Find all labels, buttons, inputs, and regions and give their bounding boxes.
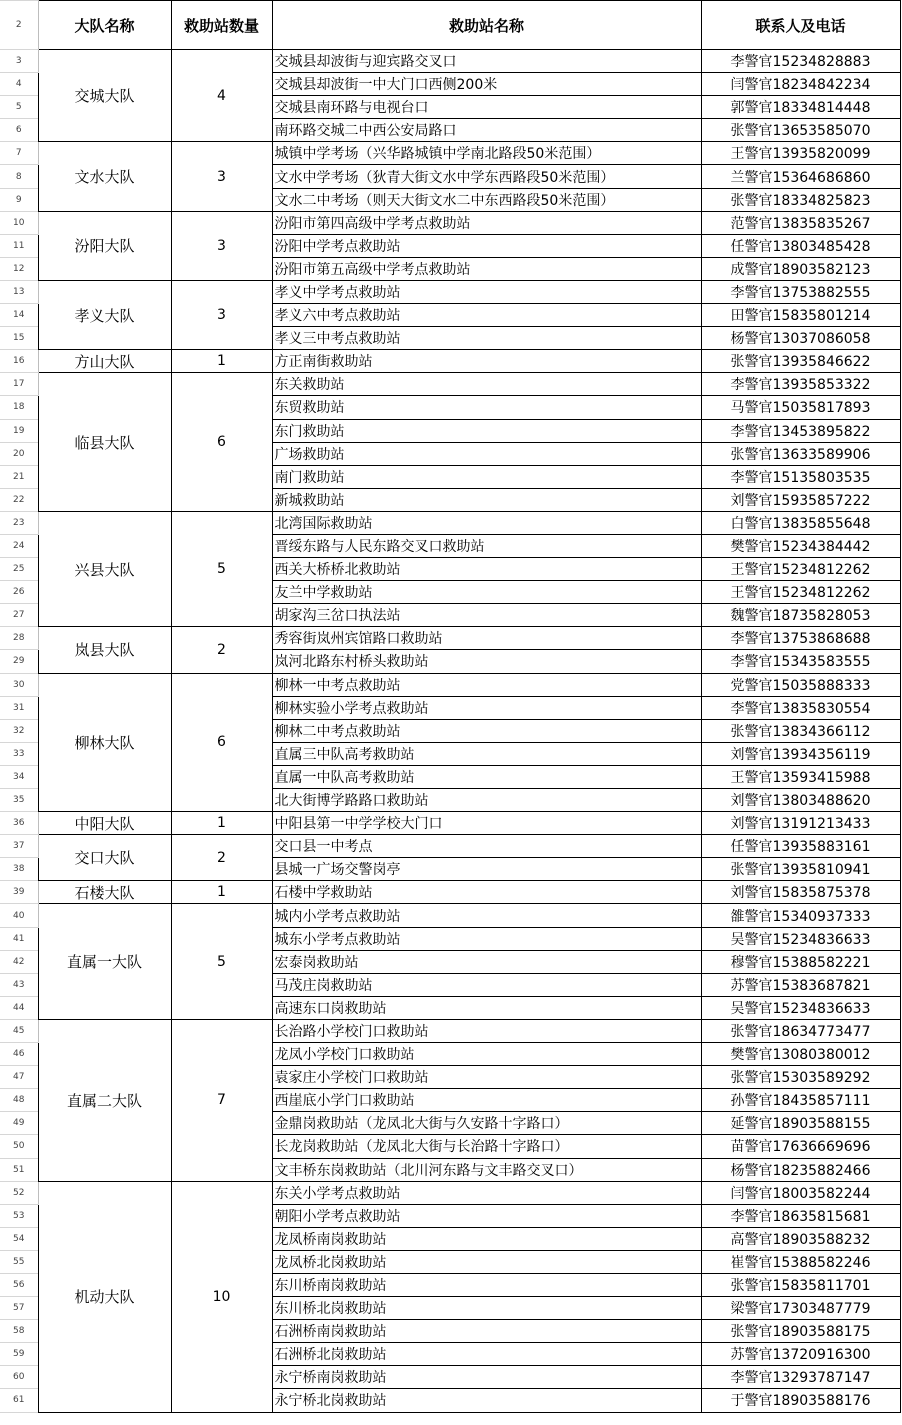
brigade-name-cell: 石楼大队 — [38, 881, 171, 904]
station-name-cell: 东川桥北岗救助站 — [272, 1297, 701, 1320]
brigade-name-cell: 直属二大队 — [38, 1019, 171, 1181]
brigade-name-cell: 方山大队 — [38, 350, 171, 373]
station-name-cell: 文水二中考场（则天大街文水二中东西路段50米范围） — [272, 188, 701, 211]
station-name-cell: 东川桥南岗救助站 — [272, 1273, 701, 1296]
table-row — [0, 835, 900, 858]
station-name-cell: 北大街博学路路口救助站 — [272, 789, 701, 812]
station-name-cell: 永宁桥南岗救助站 — [272, 1366, 701, 1389]
contact-cell: 李警官13935853322 — [701, 373, 900, 396]
row-number: 12 — [0, 257, 38, 280]
station-name-cell: 柳林二中考点救助站 — [272, 719, 701, 742]
contact-cell: 于警官18903588176 — [701, 1389, 900, 1412]
row-number: 11 — [0, 234, 38, 257]
station-name-cell: 袁家庄小学校门口救助站 — [272, 1066, 701, 1089]
station-name-cell: 岚河北路东村桥头救助站 — [272, 650, 701, 673]
row-number: 16 — [0, 350, 38, 373]
row-number: 31 — [0, 696, 38, 719]
row-number: 40 — [0, 904, 38, 927]
station-count-cell: 1 — [171, 812, 272, 835]
station-name-cell: 金鼎岗救助站（龙凤北大街与久安路十字路口） — [272, 1112, 701, 1135]
station-name-cell: 直属一中队高考救助站 — [272, 765, 701, 788]
brigade-name-cell: 文水大队 — [38, 142, 171, 211]
station-name-cell: 孝义中学考点救助站 — [272, 280, 701, 303]
station-name-cell: 东贸救助站 — [272, 396, 701, 419]
contact-cell: 范警官13835835267 — [701, 211, 900, 234]
station-name-cell: 龙凤小学校门口救助站 — [272, 1043, 701, 1066]
station-name-cell: 北湾国际救助站 — [272, 511, 701, 534]
contact-cell: 党警官15035888333 — [701, 673, 900, 696]
table-row — [0, 280, 900, 303]
station-count-cell: 6 — [171, 373, 272, 512]
contact-cell: 张警官15303589292 — [701, 1066, 900, 1089]
brigade-name-cell: 汾阳大队 — [38, 211, 171, 280]
station-name-cell: 西崖底小学门口救助站 — [272, 1089, 701, 1112]
contact-cell: 张警官18334825823 — [701, 188, 900, 211]
row-number: 51 — [0, 1158, 38, 1181]
contact-cell: 李警官13753882555 — [701, 280, 900, 303]
row-number: 10 — [0, 211, 38, 234]
station-name-cell: 高速东口岗救助站 — [272, 996, 701, 1019]
contact-cell: 李警官13835830554 — [701, 696, 900, 719]
station-name-cell: 友兰中学救助站 — [272, 581, 701, 604]
row-number: 35 — [0, 789, 38, 812]
contact-cell: 王警官13593415988 — [701, 765, 900, 788]
row-number: 53 — [0, 1204, 38, 1227]
station-name-cell: 交城县南环路与电视台口 — [272, 96, 701, 119]
row-number: 36 — [0, 812, 38, 835]
contact-cell: 李警官18635815681 — [701, 1204, 900, 1227]
station-count-cell: 6 — [171, 673, 272, 812]
contact-cell: 刘警官15935857222 — [701, 488, 900, 511]
station-name-cell: 秀容街岚州宾馆路口救助站 — [272, 627, 701, 650]
contact-cell: 成警官18903582123 — [701, 257, 900, 280]
header-brigade: 大队名称 — [38, 1, 171, 50]
contact-cell: 穆警官15388582221 — [701, 950, 900, 973]
brigade-name-cell: 柳林大队 — [38, 673, 171, 812]
row-number: 60 — [0, 1366, 38, 1389]
contact-cell: 兰警官15364686860 — [701, 165, 900, 188]
station-name-cell: 东门救助站 — [272, 419, 701, 442]
contact-cell: 白警官13835855648 — [701, 511, 900, 534]
station-name-cell: 交口县一中考点 — [272, 835, 701, 858]
brigade-name-cell: 临县大队 — [38, 373, 171, 512]
row-number: 20 — [0, 442, 38, 465]
contact-cell: 张警官13935846622 — [701, 350, 900, 373]
row-number: 38 — [0, 858, 38, 881]
row-number: 55 — [0, 1250, 38, 1273]
station-count-cell: 3 — [171, 280, 272, 349]
station-name-cell: 晋绥东路与人民东路交叉口救助站 — [272, 534, 701, 557]
station-name-cell: 长龙岗救助站（龙凤北大街与长治路十字路口） — [272, 1135, 701, 1158]
contact-cell: 李警官13453895822 — [701, 419, 900, 442]
table-row — [0, 673, 900, 696]
contact-cell: 杨警官18235882466 — [701, 1158, 900, 1181]
row-number: 28 — [0, 627, 38, 650]
row-number: 30 — [0, 673, 38, 696]
row-number: 6 — [0, 119, 38, 142]
row-number: 7 — [0, 142, 38, 165]
station-name-cell: 汾阳市第四高级中学考点救助站 — [272, 211, 701, 234]
station-name-cell: 马茂庄岗救助站 — [272, 973, 701, 996]
contact-cell: 延警官18903588155 — [701, 1112, 900, 1135]
header-row — [0, 1, 900, 50]
station-name-cell: 宏泰岗救助站 — [272, 950, 701, 973]
contact-cell: 李警官15234828883 — [701, 50, 900, 73]
row-number: 41 — [0, 927, 38, 950]
contact-cell: 张警官18634773477 — [701, 1019, 900, 1042]
station-name-cell: 柳林实验小学考点救助站 — [272, 696, 701, 719]
station-name-cell: 孝义六中考点救助站 — [272, 304, 701, 327]
contact-cell: 张警官13633589906 — [701, 442, 900, 465]
table-row — [0, 211, 900, 234]
row-number: 9 — [0, 188, 38, 211]
header-count: 救助站数量 — [171, 1, 272, 50]
contact-cell: 高警官18903588232 — [701, 1227, 900, 1250]
station-name-cell: 广场救助站 — [272, 442, 701, 465]
header-contact: 联系人及电话 — [701, 1, 900, 50]
table-row — [0, 511, 900, 534]
table-row — [0, 1019, 900, 1042]
station-name-cell: 城东小学考点救助站 — [272, 927, 701, 950]
brigade-name-cell: 直属一大队 — [38, 904, 171, 1019]
contact-cell: 张警官13935810941 — [701, 858, 900, 881]
contact-cell: 吴警官15234836633 — [701, 996, 900, 1019]
station-name-cell: 龙凤桥南岗救助站 — [272, 1227, 701, 1250]
contact-cell: 张警官13834366112 — [701, 719, 900, 742]
row-number: 21 — [0, 465, 38, 488]
contact-cell: 郭警官18334814448 — [701, 96, 900, 119]
contact-cell: 刘警官13191213433 — [701, 812, 900, 835]
row-number: 13 — [0, 280, 38, 303]
station-count-cell: 3 — [171, 142, 272, 211]
table-row — [0, 904, 900, 927]
contact-cell: 李警官15343583555 — [701, 650, 900, 673]
row-number: 33 — [0, 742, 38, 765]
contact-cell: 樊警官13080380012 — [701, 1043, 900, 1066]
contact-cell: 孙警官18435857111 — [701, 1089, 900, 1112]
station-name-cell: 中阳县第一中学学校大门口 — [272, 812, 701, 835]
brigade-name-cell: 中阳大队 — [38, 812, 171, 835]
table-row — [0, 627, 900, 650]
station-name-cell: 孝义三中考点救助站 — [272, 327, 701, 350]
row-number: 27 — [0, 604, 38, 627]
row-number: 46 — [0, 1043, 38, 1066]
contact-cell: 杨警官13037086058 — [701, 327, 900, 350]
row-number: 43 — [0, 973, 38, 996]
contact-cell: 刘警官13803488620 — [701, 789, 900, 812]
row-number: 52 — [0, 1181, 38, 1204]
station-count-cell: 5 — [171, 904, 272, 1019]
brigade-name-cell: 兴县大队 — [38, 511, 171, 626]
contact-cell: 任警官13803485428 — [701, 234, 900, 257]
row-number: 24 — [0, 534, 38, 557]
station-count-cell: 1 — [171, 350, 272, 373]
table-row — [0, 812, 900, 835]
table-row — [0, 142, 900, 165]
row-number: 39 — [0, 881, 38, 904]
station-name-cell: 朝阳小学考点救助站 — [272, 1204, 701, 1227]
contact-cell: 梁警官17303487779 — [701, 1297, 900, 1320]
row-number: 8 — [0, 165, 38, 188]
contact-cell: 刘警官15835875378 — [701, 881, 900, 904]
contact-cell: 张警官13653585070 — [701, 119, 900, 142]
row-number: 56 — [0, 1273, 38, 1296]
station-name-cell: 新城救助站 — [272, 488, 701, 511]
row-number: 47 — [0, 1066, 38, 1089]
header-station: 救助站名称 — [272, 1, 701, 50]
row-number: 25 — [0, 558, 38, 581]
station-name-cell: 西关大桥桥北救助站 — [272, 558, 701, 581]
station-name-cell: 龙凤桥北岗救助站 — [272, 1250, 701, 1273]
table-row — [0, 881, 900, 904]
brigade-name-cell: 孝义大队 — [38, 280, 171, 349]
row-number: 54 — [0, 1227, 38, 1250]
station-count-cell: 1 — [171, 881, 272, 904]
station-name-cell: 石楼中学救助站 — [272, 881, 701, 904]
station-name-cell: 交城县却波街与迎宾路交叉口 — [272, 50, 701, 73]
contact-cell: 田警官15835801214 — [701, 304, 900, 327]
station-name-cell: 柳林一中考点救助站 — [272, 673, 701, 696]
row-number: 61 — [0, 1389, 38, 1412]
row-number: 59 — [0, 1343, 38, 1366]
station-name-cell: 直属三中队高考救助站 — [272, 742, 701, 765]
contact-cell: 李警官13753868688 — [701, 627, 900, 650]
row-number: 17 — [0, 373, 38, 396]
contact-cell: 王警官15234812262 — [701, 581, 900, 604]
contact-cell: 雒警官15340937333 — [701, 904, 900, 927]
row-number: 57 — [0, 1297, 38, 1320]
row-number: 14 — [0, 304, 38, 327]
station-count-cell: 7 — [171, 1019, 272, 1181]
row-number: 2 — [0, 1, 38, 50]
row-number: 19 — [0, 419, 38, 442]
row-number: 50 — [0, 1135, 38, 1158]
station-count-cell: 2 — [171, 835, 272, 881]
station-name-cell: 胡家沟三岔口执法站 — [272, 604, 701, 627]
station-name-cell: 汾阳中学考点救助站 — [272, 234, 701, 257]
contact-cell: 苏警官13720916300 — [701, 1343, 900, 1366]
row-number: 4 — [0, 73, 38, 96]
station-count-cell: 10 — [171, 1181, 272, 1412]
row-number: 42 — [0, 950, 38, 973]
row-number: 37 — [0, 835, 38, 858]
contact-cell: 张警官18903588175 — [701, 1320, 900, 1343]
row-number: 49 — [0, 1112, 38, 1135]
contact-cell: 张警官15835811701 — [701, 1273, 900, 1296]
station-name-cell: 城内小学考点救助站 — [272, 904, 701, 927]
table-row — [0, 50, 900, 73]
row-number: 22 — [0, 488, 38, 511]
brigade-name-cell: 交口大队 — [38, 835, 171, 881]
station-name-cell: 东关救助站 — [272, 373, 701, 396]
station-count-cell: 3 — [171, 211, 272, 280]
station-name-cell: 文水中学考场（狄青大街文水中学东西路段50米范围） — [272, 165, 701, 188]
station-name-cell: 南环路交城二中西公安局路口 — [272, 119, 701, 142]
station-name-cell: 交城县却波街一中大门口西侧200米 — [272, 73, 701, 96]
station-name-cell: 东关小学考点救助站 — [272, 1181, 701, 1204]
brigade-name-cell: 岚县大队 — [38, 627, 171, 673]
station-count-cell: 4 — [171, 50, 272, 142]
row-number: 45 — [0, 1019, 38, 1042]
row-number: 44 — [0, 996, 38, 1019]
row-number: 5 — [0, 96, 38, 119]
station-name-cell: 南门救助站 — [272, 465, 701, 488]
row-number: 15 — [0, 327, 38, 350]
station-name-cell: 石洲桥南岗救助站 — [272, 1320, 701, 1343]
table-row — [0, 1181, 900, 1204]
row-number: 32 — [0, 719, 38, 742]
contact-cell: 刘警官13934356119 — [701, 742, 900, 765]
contact-cell: 任警官13935883161 — [701, 835, 900, 858]
table-row — [0, 350, 900, 373]
contact-cell: 闫警官18003582244 — [701, 1181, 900, 1204]
contact-cell: 苗警官17636669696 — [701, 1135, 900, 1158]
row-number: 23 — [0, 511, 38, 534]
contact-cell: 李警官15135803535 — [701, 465, 900, 488]
station-name-cell: 文丰桥东岗救助站（北川河东路与文丰路交叉口） — [272, 1158, 701, 1181]
station-name-cell: 石洲桥北岗救助站 — [272, 1343, 701, 1366]
station-name-cell: 县城一广场交警岗亭 — [272, 858, 701, 881]
row-number: 3 — [0, 50, 38, 73]
contact-cell: 吴警官15234836633 — [701, 927, 900, 950]
contact-cell: 魏警官18735828053 — [701, 604, 900, 627]
station-name-cell: 汾阳市第五高级中学考点救助站 — [272, 257, 701, 280]
contact-cell: 闫警官18234842234 — [701, 73, 900, 96]
station-name-cell: 城镇中学考场（兴华路城镇中学南北路段50米范围） — [272, 142, 701, 165]
contact-cell: 樊警官15234384442 — [701, 534, 900, 557]
row-number: 58 — [0, 1320, 38, 1343]
contact-cell: 苏警官15383687821 — [701, 973, 900, 996]
station-name-cell: 方正南街救助站 — [272, 350, 701, 373]
contact-cell: 马警官15035817893 — [701, 396, 900, 419]
contact-cell: 王警官15234812262 — [701, 558, 900, 581]
row-number: 34 — [0, 765, 38, 788]
brigade-name-cell: 机动大队 — [38, 1181, 171, 1412]
row-number: 18 — [0, 396, 38, 419]
station-name-cell: 永宁桥北岗救助站 — [272, 1389, 701, 1412]
brigade-name-cell: 交城大队 — [38, 50, 171, 142]
contact-cell: 王警官13935820099 — [701, 142, 900, 165]
row-number: 48 — [0, 1089, 38, 1112]
station-name-cell: 长治路小学校门口救助站 — [272, 1019, 701, 1042]
station-count-cell: 5 — [171, 511, 272, 626]
station-count-cell: 2 — [171, 627, 272, 673]
table-row — [0, 373, 900, 396]
row-number: 26 — [0, 581, 38, 604]
row-number: 29 — [0, 650, 38, 673]
contact-cell: 李警官13293787147 — [701, 1366, 900, 1389]
contact-cell: 崔警官15388582246 — [701, 1250, 900, 1273]
